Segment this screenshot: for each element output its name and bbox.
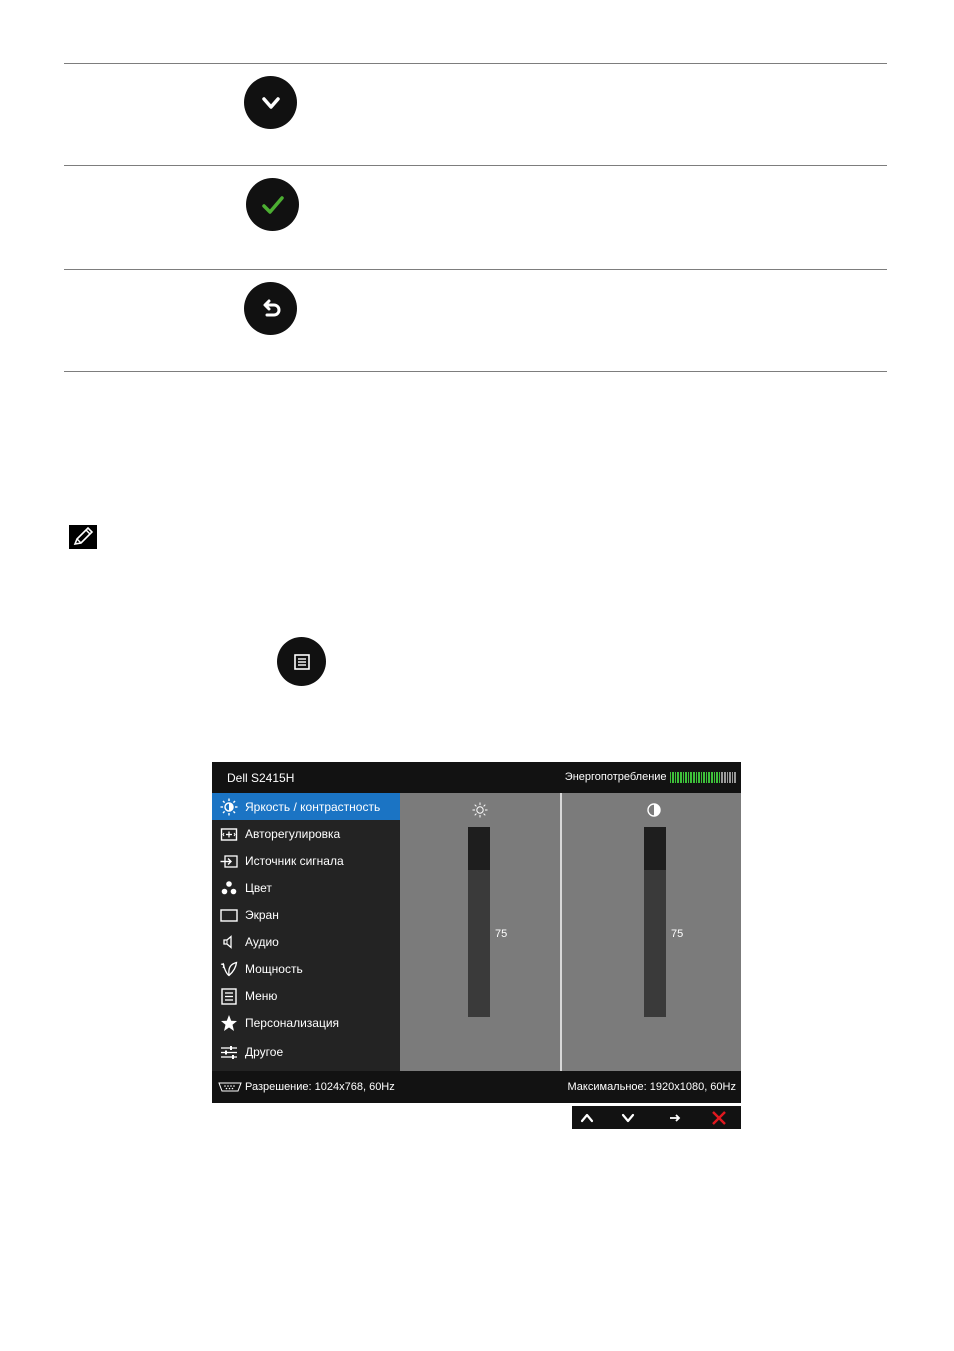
slider-remaining [644,827,666,870]
nav-down-button[interactable] [614,1106,642,1129]
osd-menu-window [212,762,741,1103]
energy-bar-segment [675,772,677,783]
osd-menu-list [212,793,400,1071]
sun-icon [472,802,488,818]
energy-label: Энергопотребление [564,771,667,783]
nav-right-button[interactable] [661,1106,689,1129]
menu-item-auto-adjust[interactable] [212,820,400,847]
arrow-right-icon [668,1111,682,1125]
vga-connector-icon [217,1082,243,1092]
menu-item-color[interactable] [212,874,400,901]
energy-bar-segment [716,772,718,783]
menu-item-label: Авторегулировка [245,826,341,841]
menu-item-label: Экран [245,907,279,922]
energy-bar-segment [732,772,734,783]
energy-bar-segment [719,772,721,783]
color-icon [220,879,238,897]
table-rule [64,371,887,372]
menu-item-label: Цвет [245,880,272,895]
table-rule [64,269,887,270]
energy-bar-segment [729,772,731,783]
energy-bar-segment [711,772,713,783]
current-resolution: Разрешение: 1024x768, 60Hz [245,1081,395,1093]
energy-bar-segment [677,772,679,783]
energy-bar-segment [701,772,703,783]
menu-item-label: Мощность [245,961,303,976]
energy-bar-segment [698,772,700,783]
back-arrow-icon [258,296,284,322]
model-name: Dell S2415H [227,771,295,785]
energy-bar-segment [714,772,716,783]
display-icon [220,906,238,924]
energy-bar-segment [696,772,698,783]
energy-bar-segment [672,772,674,783]
menu-item-label: Яркость / контрастность [245,799,381,814]
energy-bar-segment [690,772,692,783]
brightness-slider[interactable] [468,827,490,1017]
energy-bar-segment [688,772,690,783]
osd-header [212,762,741,793]
resolution-info [217,1081,395,1093]
pencil-note-icon [68,524,98,550]
arrow-down-icon [621,1111,635,1125]
nav-up-button[interactable] [573,1106,601,1129]
star-icon [220,1014,238,1032]
contrast-slider[interactable] [644,827,666,1017]
chevron-down-icon [259,91,283,115]
brightness-icon [220,798,238,816]
max-resolution: Максимальное: 1920x1080, 60Hz [567,1081,736,1093]
energy-bar-segment [693,772,695,783]
menu-item-label: Другое [245,1044,284,1059]
energy-bar-segment [727,772,729,783]
energy-bar-segment [706,772,708,783]
energy-meter [565,771,736,783]
menu-icon [220,987,238,1005]
brightness-panel [400,793,560,1071]
arrow-up-icon [580,1111,594,1125]
menu-item-label: Меню [245,988,278,1003]
energy-bar-segment [708,772,710,783]
menu-icon [293,653,311,671]
contrast-value: 75 [671,928,684,940]
menu-item-others[interactable] [212,1038,400,1065]
audio-icon [220,933,238,951]
slider-remaining [468,827,490,870]
menu-item-input-source[interactable] [212,847,400,874]
power-icon [220,960,238,978]
energy-bar-segment [703,772,705,783]
osd-nav-bar [572,1106,741,1129]
energy-bars [670,772,736,783]
energy-bar-segment [683,772,685,783]
energy-bar-segment [734,772,736,783]
energy-bar-segment [670,772,672,783]
brightness-value: 75 [495,928,508,940]
down-button[interactable] [244,76,297,129]
input-source-icon [220,852,238,870]
menu-item-label: Аудио [245,934,279,949]
energy-bar-segment [685,772,687,783]
nav-close-button[interactable] [705,1106,733,1129]
menu-item-brightness-contrast[interactable] [212,793,400,820]
energy-bar-segment [721,772,723,783]
table-rule [64,63,887,64]
menu-item-label: Персонализация [245,1015,340,1030]
energy-bar-segment [724,772,726,783]
ok-button[interactable] [246,178,299,231]
table-rule [64,165,887,166]
auto-adjust-icon [220,825,238,843]
others-icon [220,1043,238,1061]
menu-item-display[interactable] [212,901,400,928]
menu-item-power[interactable] [212,955,400,982]
close-icon [711,1110,727,1126]
contrast-icon [646,802,662,818]
menu-button[interactable] [277,637,326,686]
check-icon [259,191,287,219]
osd-footer [212,1071,741,1103]
menu-item-audio[interactable] [212,928,400,955]
energy-bar-segment [680,772,682,783]
back-button[interactable] [244,282,297,335]
menu-item-menu[interactable] [212,982,400,1009]
menu-item-personalize[interactable] [212,1009,400,1036]
contrast-panel [562,793,741,1071]
menu-item-label: Источник сигнала [245,853,344,868]
